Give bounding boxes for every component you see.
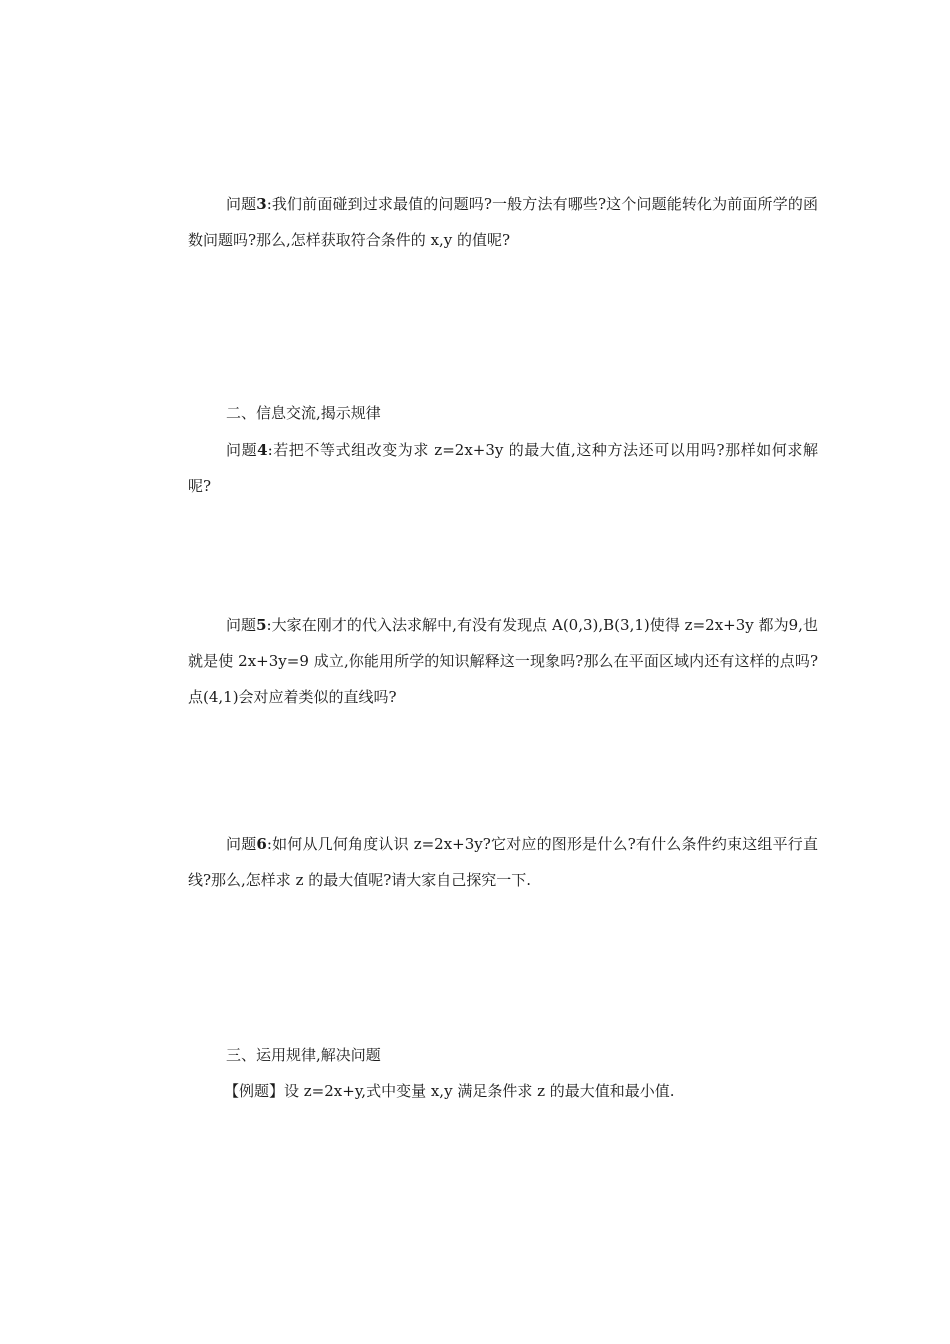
section-2-heading: 二、信息交流,揭示规律 xyxy=(226,404,381,422)
question-5-prefix: 问题 xyxy=(226,616,257,634)
question-6-prefix: 问题 xyxy=(226,835,257,853)
question-5 xyxy=(188,607,818,715)
question-4 xyxy=(188,432,818,504)
question-3 xyxy=(188,186,818,258)
example-text: 设 z=2x+y,式中变量 x,y 满足条件求 z 的最大值和最小值. xyxy=(284,1082,675,1100)
question-5-text: :大家在刚才的代入法求解中,有没有发现点 A(0,3),B(3,1)使得 z=2x+3y 都为9,也就是使 2x+3y=9 成立,你能用所学的知识解释这一现象吗?那么在平面区域内还有这样的点吗?点(4,1)会对应着类似的直线吗? xyxy=(188,616,818,706)
question-6-number: 6 xyxy=(256,835,267,853)
question-6 xyxy=(188,826,818,898)
question-6-text: :如何从几何角度认识 z=2x+3y?它对应的图形是什么?有什么条件约束这组平行直线?那么,怎样求 z 的最大值呢?请大家自己探究一下. xyxy=(188,835,818,889)
example-problem xyxy=(224,1079,675,1103)
question-5-number: 5 xyxy=(256,616,267,634)
question-4-number: 4 xyxy=(257,441,268,459)
question-3-number: 3 xyxy=(256,195,267,213)
question-3-text: :我们前面碰到过求最值的问题吗?一般方法有哪些?这个问题能转化为前面所学的函数问题吗?那么,怎样获取符合条件的 x,y 的值呢? xyxy=(188,195,818,249)
example-label: 【例题】 xyxy=(224,1082,285,1100)
question-3-prefix: 问题 xyxy=(226,195,257,213)
section-3-heading: 三、运用规律,解决问题 xyxy=(226,1046,381,1064)
question-4-prefix: 问题 xyxy=(226,441,258,459)
question-4-text: :若把不等式组改变为求 z=2x+3y 的最大值,这种方法还可以用吗?那样如何求解呢? xyxy=(188,441,818,495)
